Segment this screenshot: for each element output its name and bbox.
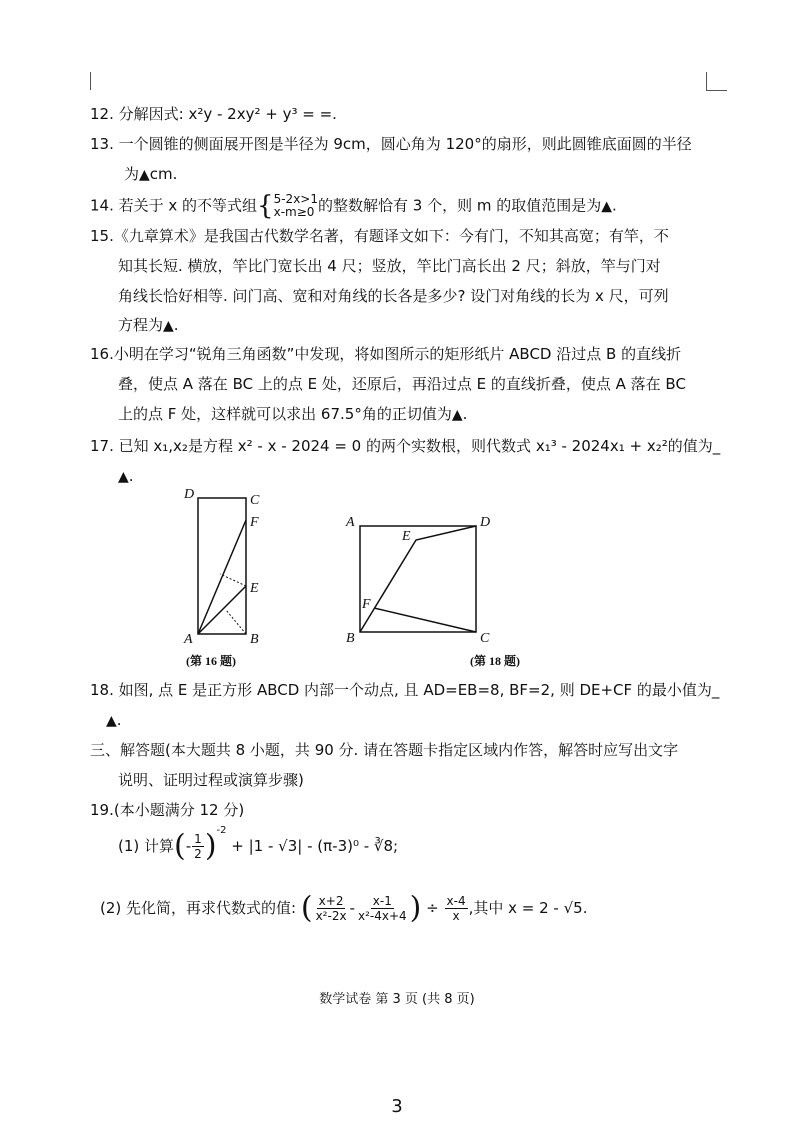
figure-18-caption: (第 18 题): [470, 654, 520, 668]
fig16-line-AF: [198, 520, 246, 634]
section3-line1: 三、解答题(本大题共 8 小题，共 90 分. 请在答题卡指定区域内作答，解答时应写出文字: [90, 741, 679, 759]
section-3-heading-cont: [118, 770, 748, 790]
q17-end: .: [128, 467, 134, 485]
q14-prefix: 14. 若关于 x 的不等式组: [90, 196, 258, 215]
q16-end: .: [462, 405, 468, 423]
q13-unit: cm.: [149, 165, 178, 183]
left-paren: (: [300, 890, 313, 926]
figure-18-diagram: [340, 508, 500, 648]
fig16-dashed-upper: [220, 574, 246, 586]
question-13-cont: [124, 164, 754, 185]
figure-16-diagram: [176, 486, 276, 646]
blank-triangle: ▲: [118, 469, 129, 485]
q13-line1: 13. 一个圆锥的侧面展开图是半径为 9cm，圆心角为 120°的扇形，则此圆锥底面圆的半径: [90, 135, 692, 153]
blank-triangle: ▲: [106, 713, 117, 729]
q16-line2: 叠，使点 A 落在 BC 上的点 E 处，还原后，再沿过点 E 的直线折叠，使点 A 落在 BC: [118, 375, 686, 393]
q15-line3: 角线长恰好相等. 问门高、宽和对角线的长各是多少? 设门对角线的长为 x 尺，可列: [118, 287, 669, 305]
q17-expression: x₁³ - 2024x₁ + x₂²: [535, 437, 668, 455]
question-15-line3: [118, 286, 748, 306]
q14-end: .: [612, 196, 617, 215]
q16-line3: 上的点 F 处，这样就可以求出 67.5°角的正切值为: [118, 405, 452, 423]
question-19-header: [90, 800, 720, 820]
fig18-label-A: A: [346, 515, 355, 530]
f3-num: x-4: [446, 894, 466, 908]
question-16-line2: [118, 374, 748, 394]
fig16-label-C: C: [250, 493, 260, 508]
question-19-part1: [118, 826, 748, 866]
q12-text: 12. 分解因式: x²y - 2xy² + y³ = =.: [90, 105, 337, 123]
question-19-part2: [100, 888, 730, 928]
operator-minus: -: [349, 899, 355, 917]
q19-part1-minus: -: [185, 837, 192, 855]
page-footer: 数学试卷 第 3 页 (共 8 页): [319, 992, 475, 1007]
q15-line4: 方程为: [118, 316, 164, 334]
fig18-square: [360, 526, 476, 632]
figure-16-caption: (第 16 题): [186, 654, 236, 668]
fraction-3: [445, 894, 468, 923]
section-3-heading: [90, 740, 720, 760]
fig18-path-DEB: [360, 526, 476, 632]
question-18-cont: [106, 710, 736, 731]
fig16-label-D: D: [184, 487, 195, 502]
q19-header: 19.(本小题满分 12 分): [90, 801, 245, 819]
q18-end: .: [116, 711, 122, 729]
q19-exponent: -2: [216, 825, 227, 836]
q17-middle: 的两个实数根，则代数式: [366, 437, 532, 455]
fig18-label-E: E: [402, 529, 411, 544]
q15-line1: 15.《九章算术》是我国古代数学名著，有题译文如下：今有门，不知其高宽；有竿，不: [90, 227, 669, 245]
q15-end: .: [173, 316, 179, 334]
fig16-rectangle: [198, 498, 246, 634]
fig16-label-F: F: [250, 515, 259, 530]
fig16-label-E: E: [250, 581, 259, 596]
blank-triangle: ▲: [163, 318, 174, 334]
question-12: [90, 104, 720, 124]
q19-part1-rest: + |1 - √3| - (π-3)⁰ - ∛8;: [231, 837, 399, 855]
f1-den: x²-2x: [315, 909, 347, 923]
blank-triangle: ▲: [139, 167, 150, 183]
fig18-line-FC: [374, 608, 476, 632]
f2-den: x²-4x+4: [357, 909, 407, 923]
q19-part2-suffix: ,其中 x = 2 - √5.: [468, 899, 588, 917]
blank-triangle: ▲: [601, 198, 612, 215]
q15-line2: 知其长短. 横放，竿比门宽长出 4 尺；竖放，竿比门高长出 2 尺；斜放，竿与门对: [118, 257, 661, 275]
q13-prefix: 为: [124, 165, 140, 183]
q17-suffix: 的值为_: [667, 437, 721, 455]
fig16-line-AE: [198, 586, 246, 634]
right-paren: ): [204, 828, 217, 864]
fig18-label-C: C: [480, 631, 490, 646]
fig18-label-F: F: [362, 597, 371, 612]
fraction-2: [356, 894, 409, 923]
q14-ineq2: x-m≥0: [273, 205, 315, 219]
question-15-line1: [90, 226, 720, 246]
operator-divide: ÷: [426, 899, 439, 917]
question-13: [90, 134, 720, 154]
page-number: 3: [391, 1096, 403, 1117]
question-17-cont: [118, 466, 748, 487]
q18-line1: 18. 如图, 点 E 是正方形 ABCD 内部一个动点, 且 AD=EB=8, BF=2, 则 DE+CF 的最小值为_: [90, 681, 720, 699]
question-16-line3: [118, 404, 748, 425]
right-paren: ): [409, 890, 422, 926]
blank-triangle: ▲: [451, 407, 463, 423]
question-16-line1: [90, 344, 720, 364]
q19-part2-prefix: (2) 先化简，再求代数式的值:: [100, 899, 297, 917]
fig16-label-B: B: [250, 632, 259, 646]
fig18-label-D: D: [480, 515, 491, 530]
question-17: [90, 436, 720, 456]
inequality-system: [274, 193, 318, 219]
q19-frac-num: 1: [194, 832, 202, 846]
q19-frac-den: 2: [194, 847, 202, 861]
brace-symbol: {: [257, 191, 274, 221]
q19-part1-prefix: (1) 计算: [118, 837, 175, 855]
q17-prefix: 17. 已知 x₁,x₂是方程: [90, 437, 233, 455]
question-15-line4: [118, 315, 748, 336]
f1-num: x+2: [318, 894, 344, 908]
q14-ineq1: 5-2x>1: [273, 192, 318, 206]
f3-den: x: [452, 909, 460, 923]
crop-mark-right: [706, 72, 727, 91]
crop-mark-left: [90, 72, 92, 90]
question-14: [90, 191, 720, 221]
left-paren: (: [174, 828, 186, 864]
fraction-1: [314, 894, 349, 923]
question-18: [90, 680, 720, 700]
fig16-dashed-lower: [226, 610, 246, 634]
question-15-line2: [118, 256, 748, 276]
section3-line2: 说明、证明过程或演算步骤): [118, 771, 304, 789]
q16-line1: 16.小明在学习“锐角三角函数”中发现，将如图所示的矩形纸片 ABCD 沿过点 B 的直线折: [90, 345, 682, 363]
f2-num: x-1: [372, 894, 392, 908]
fraction-one-half: [192, 832, 204, 861]
q17-equation: x² - x - 2024 = 0: [237, 437, 362, 455]
q14-suffix: 的整数解恰有 3 个，则 m 的取值范围是为: [317, 196, 602, 215]
fig18-label-B: B: [346, 631, 355, 646]
fig16-label-A: A: [184, 632, 193, 646]
